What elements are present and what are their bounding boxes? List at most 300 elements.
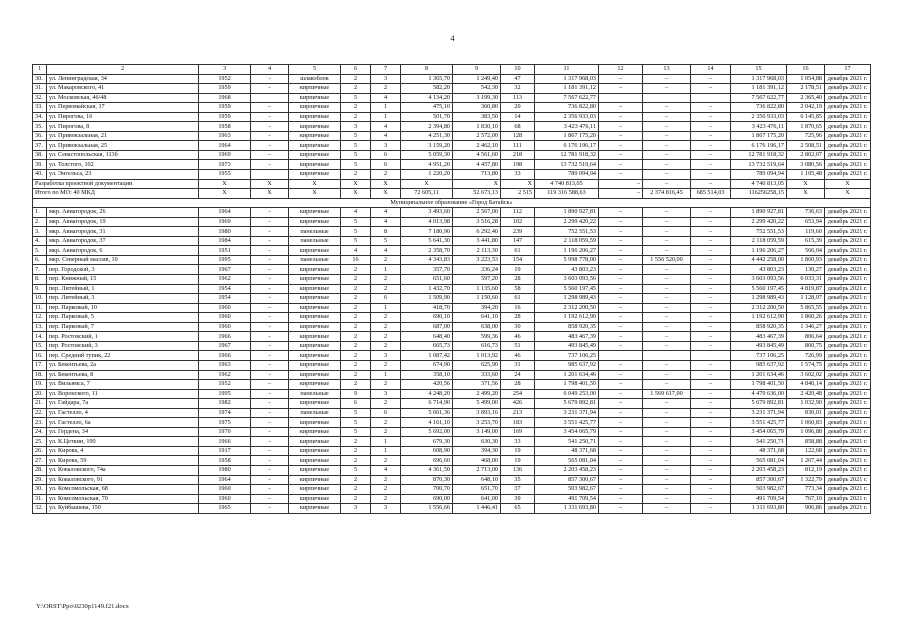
table-cell: ул. Коваловского, 91	[47, 475, 199, 485]
table-cell: ул. Комсомольская, 70	[47, 494, 199, 504]
table-cell: кирпичные	[289, 294, 341, 304]
table-cell: 2	[371, 418, 401, 428]
table-cell: -	[251, 322, 289, 332]
table-cell: 7.	[33, 265, 47, 275]
table-cell: 47	[501, 74, 535, 84]
table-cell: –	[251, 446, 289, 456]
table-cell: 8	[401, 65, 453, 75]
table-cell: кирпичные	[289, 380, 341, 390]
table-cell: 789 094,94	[535, 170, 599, 180]
table-cell: Разработка проектной документации	[33, 179, 199, 189]
table-cell: 690,00	[401, 494, 453, 504]
table-cell: декабрь 2021 г.	[825, 246, 871, 256]
table-cell: панельные	[289, 255, 341, 265]
table-cell: Х	[787, 189, 825, 199]
table-cell: Х	[371, 189, 401, 199]
table-cell: 14	[501, 112, 535, 122]
table-row	[33, 275, 871, 285]
table-row	[33, 437, 871, 447]
table-cell: декабрь 2021 г.	[825, 112, 871, 122]
table-cell: 2 356 933,03	[535, 112, 599, 122]
table-cell: 1 128,97	[787, 294, 825, 304]
table-cell: 3 149,00	[453, 427, 501, 437]
table-cell: 2	[341, 475, 371, 485]
table-cell: 2	[371, 427, 401, 437]
table-cell: 858 920,35	[535, 322, 599, 332]
total-row	[33, 189, 871, 199]
table-cell: 19.	[33, 380, 47, 390]
table-row	[33, 160, 871, 170]
table-cell: декабрь 2021 г.	[825, 294, 871, 304]
table-cell: 1 311 693,80	[535, 504, 599, 514]
table-cell: ул. Кирова, 59	[47, 456, 199, 466]
table-cell: 1969	[199, 150, 251, 160]
table-cell: 29.	[33, 475, 47, 485]
table-cell: –	[599, 150, 643, 160]
table-cell: 15.	[33, 341, 47, 351]
table-cell: панельные	[289, 389, 341, 399]
table-cell: декабрь 2021 г.	[825, 370, 871, 380]
table-cell: кирпичные	[289, 141, 341, 151]
table-cell: –	[643, 332, 691, 342]
table-row	[33, 332, 871, 342]
table-cell: 858 920,35	[731, 322, 787, 332]
table-cell: кирпичные	[289, 322, 341, 332]
table-cell: 8	[371, 227, 401, 237]
table-cell: 6 033,31	[787, 275, 825, 285]
table-cell: декабрь 2021 г.	[825, 170, 871, 180]
table-cell: 3 441,80	[453, 236, 501, 246]
table-cell: 360,80	[453, 103, 501, 113]
table-cell: 541 250,71	[535, 437, 599, 447]
table-cell: 5	[289, 65, 341, 75]
table-cell: –	[691, 456, 731, 466]
table-cell: –	[251, 494, 289, 504]
table-cell: 1958	[199, 122, 251, 132]
table-cell: -	[251, 485, 289, 495]
table-cell: 16	[501, 303, 535, 313]
table-cell: 3 080,56	[787, 160, 825, 170]
table-cell: 4	[371, 465, 401, 475]
table-cell: 737 106,25	[535, 351, 599, 361]
table-cell: –	[643, 236, 691, 246]
table-cell: -	[251, 236, 289, 246]
table-cell: 2	[371, 170, 401, 180]
table-cell: -	[251, 313, 289, 323]
table-cell: 2.	[33, 217, 47, 227]
table-cell: 1959	[199, 103, 251, 113]
table-cell: декабрь 2021 г.	[825, 275, 871, 285]
table-cell: –	[599, 360, 643, 370]
table-cell: 1 298 989,43	[731, 294, 787, 304]
table-cell: 3 603 093,56	[731, 275, 787, 285]
table-cell: –	[643, 399, 691, 409]
table-cell: декабрь 2021 г.	[825, 141, 871, 151]
table-cell: –	[599, 341, 643, 351]
table-cell: 65	[501, 504, 535, 514]
table-cell: 254	[501, 389, 535, 399]
table-cell: 1 192 612,90	[535, 313, 599, 323]
table-cell: 394,20	[453, 303, 501, 313]
table-row	[33, 370, 871, 380]
table-cell: декабрь 2021 г.	[825, 485, 871, 495]
table-cell: -	[251, 389, 289, 399]
table-row	[33, 217, 871, 227]
table-cell: 5	[341, 227, 371, 237]
table-cell: –	[691, 494, 731, 504]
table-cell: 1917	[199, 446, 251, 456]
table-cell: –	[599, 131, 643, 141]
table-cell: Х	[251, 179, 289, 189]
table-cell: –	[251, 418, 289, 428]
table-cell: 136	[501, 465, 535, 475]
table-cell: 46	[501, 332, 535, 342]
table-cell: 418,70	[401, 303, 453, 313]
table-cell: 420,56	[401, 380, 453, 390]
table-cell: 1 032,90	[787, 399, 825, 409]
table-cell: 641,10	[453, 313, 501, 323]
table-cell: декабрь 2021 г.	[825, 494, 871, 504]
table-cell: 5 692,00	[401, 427, 453, 437]
table-cell: 1995	[199, 255, 251, 265]
table-cell: 16	[341, 255, 371, 265]
table-cell: 32	[501, 84, 535, 94]
table-cell: 6 145,85	[787, 112, 825, 122]
table-cell: -	[251, 408, 289, 418]
table-cell: –	[599, 84, 643, 94]
table-cell: 119 316 588,63	[535, 189, 599, 199]
page-number: 4	[450, 34, 455, 43]
table-cell: 679,30	[401, 437, 453, 447]
table-cell: –	[643, 408, 691, 418]
table-cell: кирпичные	[289, 275, 341, 285]
table-cell: ул. Гердена, 34	[47, 427, 199, 437]
table-cell: –	[643, 437, 691, 447]
table-cell: –	[599, 74, 643, 84]
table-cell: кирпичные	[289, 170, 341, 180]
table-cell: 1 181 391,12	[731, 84, 787, 94]
table-cell: 4 361,50	[401, 465, 453, 475]
table-cell: 726,99	[787, 351, 825, 361]
table-cell: 1 317 968,03	[535, 74, 599, 84]
table-cell: –	[691, 303, 731, 313]
table-cell: 690,10	[401, 313, 453, 323]
table-cell: мкр. Авиагородок, 37	[47, 236, 199, 246]
table-cell: –	[691, 313, 731, 323]
table-cell: 5	[341, 93, 371, 103]
table-cell: Муниципальное образование «Город Батайск»	[33, 198, 871, 208]
table-cell: -	[251, 437, 289, 447]
table-cell: 5 641,30	[401, 236, 453, 246]
table-cell: 1967	[199, 265, 251, 275]
table-cell: 858,88	[787, 437, 825, 447]
table-row	[33, 170, 871, 180]
table-cell: 12	[599, 65, 643, 75]
table-cell: 2	[341, 437, 371, 447]
table-cell: 1958	[199, 456, 251, 466]
table-cell: 52 673,13	[453, 189, 501, 199]
table-row	[33, 351, 871, 361]
table-cell: 5 679 892,81	[731, 399, 787, 409]
table-cell: пер. Парковый, 7	[47, 322, 199, 332]
table-cell: –	[691, 74, 731, 84]
table-cell: –	[691, 322, 731, 332]
table-cell: –	[691, 370, 731, 380]
table-cell: -	[251, 122, 289, 132]
table-cell: 113	[501, 93, 535, 103]
table-cell: 641,00	[453, 494, 501, 504]
table-cell: 6.	[33, 255, 47, 265]
table-cell: –	[251, 303, 289, 313]
table-cell: 23.	[33, 418, 47, 428]
table-cell: –	[691, 255, 731, 265]
table-cell: 8.	[33, 275, 47, 285]
table-cell: –	[599, 284, 643, 294]
table-cell: пер. Парковый, 10	[47, 303, 199, 313]
table-cell: 1960	[199, 494, 251, 504]
table-cell: кирпичные	[289, 208, 341, 218]
table-cell: 2	[371, 275, 401, 285]
table-cell: –	[643, 341, 691, 351]
table-cell: Х	[289, 189, 341, 199]
table-cell: 1974	[199, 408, 251, 418]
table-cell: 12.	[33, 313, 47, 323]
table-cell: –	[599, 465, 643, 475]
table-cell: –	[643, 122, 691, 132]
table-cell: кирпичные	[289, 313, 341, 323]
table-cell: 1 830,10	[453, 122, 501, 132]
table-cell: 1 870,65	[787, 122, 825, 132]
table-cell: 630,30	[453, 437, 501, 447]
table-cell: 1952	[199, 380, 251, 390]
table-cell: –	[643, 265, 691, 275]
table-cell: –	[691, 341, 731, 351]
table-cell: декабрь 2021 г.	[825, 408, 871, 418]
table-cell: 1 860,93	[787, 255, 825, 265]
table-cell: декабрь 2021 г.	[825, 255, 871, 265]
table-cell: 542,30	[453, 84, 501, 94]
table-row	[33, 84, 871, 94]
table-cell: 198	[501, 160, 535, 170]
table-row	[33, 399, 871, 409]
table-cell: 2	[341, 170, 371, 180]
table-cell: 3	[371, 351, 401, 361]
table-cell: 2	[47, 65, 199, 75]
table-cell: 2	[371, 313, 401, 323]
table-cell: 61	[501, 246, 535, 256]
table-row	[33, 456, 871, 466]
table-cell: 565 081,04	[535, 456, 599, 466]
table-cell: 491 709,54	[731, 494, 787, 504]
table-cell: 5	[341, 418, 371, 428]
table-cell: 2	[341, 446, 371, 456]
table-cell	[599, 93, 643, 103]
table-cell: –	[599, 380, 643, 390]
table-cell: 616,73	[453, 341, 501, 351]
table-cell: 2 713,00	[453, 465, 501, 475]
table-cell: 736,63	[787, 208, 825, 218]
table-cell: 597,20	[453, 275, 501, 285]
table-cell: 4 248,20	[401, 389, 453, 399]
table-cell: 15	[731, 65, 787, 75]
table-cell: 651,60	[401, 275, 453, 285]
table-cell: -	[251, 504, 289, 514]
table-cell: 3 231 371,94	[535, 408, 599, 418]
table-cell: 1 087,42	[401, 351, 453, 361]
table-cell: 43 803,23	[535, 265, 599, 275]
table-cell: пер. Ростовский, 3	[47, 341, 199, 351]
table-cell: пер. Литейный, 3	[47, 294, 199, 304]
table-cell: 6 049 253,00	[535, 389, 599, 399]
table-cell: 651,70	[453, 485, 501, 495]
table-cell: 736 822,80	[731, 103, 787, 113]
table-cell: 5	[341, 427, 371, 437]
table-cell: 2 178,51	[787, 84, 825, 94]
table-cell: 2	[371, 485, 401, 495]
table-cell: 4 479 636,00	[731, 389, 787, 399]
table-cell: 1982	[199, 399, 251, 409]
table-cell: Х	[787, 179, 825, 189]
table-cell: 3 493,60	[401, 208, 453, 218]
table-cell: 1954	[199, 284, 251, 294]
table-cell: 1 196 206,27	[731, 246, 787, 256]
table-cell: 6	[341, 65, 371, 75]
table-cell: -	[251, 284, 289, 294]
table-cell: –	[599, 427, 643, 437]
table-cell: 17.	[33, 360, 47, 370]
table-cell: -	[251, 74, 289, 84]
table-cell: –	[251, 103, 289, 113]
table-cell: -	[251, 399, 289, 409]
header-row	[33, 65, 871, 75]
table-row	[33, 380, 871, 390]
table-cell: 1964	[199, 141, 251, 151]
table-cell: декабрь 2021 г.	[825, 265, 871, 275]
table-cell: –	[691, 446, 731, 456]
table-cell	[251, 93, 289, 103]
table-cell: 493 845,49	[535, 341, 599, 351]
table-cell: декабрь 2021 г.	[825, 418, 871, 428]
table-cell: 3 603 093,56	[535, 275, 599, 285]
table-cell: 2 113,30	[453, 246, 501, 256]
table-cell: –	[643, 131, 691, 141]
table-cell: –	[599, 170, 643, 180]
table-cell: 1952	[199, 74, 251, 84]
table-cell: кирпичные	[289, 465, 341, 475]
table-cell: 4 013,98	[401, 217, 453, 227]
table-cell: 767,10	[787, 494, 825, 504]
table-cell: –	[599, 179, 643, 189]
total-row	[33, 179, 871, 189]
table-cell: 130,27	[787, 265, 825, 275]
table-cell	[251, 170, 289, 180]
table-cell: –	[643, 112, 691, 122]
table-cell: 1973	[199, 160, 251, 170]
table-cell: 2	[341, 74, 371, 84]
table-cell: 2 358,70	[401, 246, 453, 256]
table-cell: 2 462,10	[453, 141, 501, 151]
table-cell: –	[691, 332, 731, 342]
table-cell: 27.	[33, 456, 47, 466]
table-cell: –	[691, 246, 731, 256]
table-cell: 736 822,80	[535, 103, 599, 113]
table-cell: -	[251, 255, 289, 265]
table-cell: пер. Городской, 3	[47, 265, 199, 275]
table-cell: 599,36	[453, 332, 501, 342]
table-cell: 1995	[199, 389, 251, 399]
table-cell: 51	[501, 341, 535, 351]
table-cell: 28	[501, 313, 535, 323]
table-cell: 28.	[33, 465, 47, 475]
table-cell: 5	[341, 408, 371, 418]
table-cell: –	[691, 141, 731, 151]
table-cell: 32.	[33, 93, 47, 103]
table-cell: кирпичные	[289, 456, 341, 466]
table-cell: кирпичные	[289, 427, 341, 437]
table-cell: –	[599, 265, 643, 275]
table-cell: Х	[825, 189, 871, 199]
table-cell: 6	[371, 150, 401, 160]
table-cell: 72 605,11	[401, 189, 453, 199]
table-cell: 1	[371, 265, 401, 275]
table-cell: декабрь 2021 г.	[825, 399, 871, 409]
table-cell: 2 499,20	[453, 389, 501, 399]
table-cell: 2 508,51	[787, 141, 825, 151]
table-cell: 6 714,90	[401, 399, 453, 409]
table-cell: декабрь 2021 г.	[825, 341, 871, 351]
table-row	[33, 246, 871, 256]
table-cell: панельные	[289, 227, 341, 237]
table-cell: 4 251,30	[401, 131, 453, 141]
table-cell: 5	[341, 131, 371, 141]
table-cell: –	[643, 465, 691, 475]
table-cell: 2	[341, 456, 371, 466]
table-cell: 1967	[199, 341, 251, 351]
table-row	[33, 131, 871, 141]
table-cell: 2	[341, 112, 371, 122]
table-cell: –	[691, 504, 731, 514]
table-cell: 2	[371, 456, 401, 466]
table-cell: 1960	[199, 313, 251, 323]
table-cell	[643, 351, 691, 361]
table-cell: –	[599, 322, 643, 332]
table-row	[33, 475, 871, 485]
table-cell: –	[691, 84, 731, 94]
table-cell: –	[643, 303, 691, 313]
table-cell: кирпичные	[289, 370, 341, 380]
table-cell: 7 180,90	[401, 227, 453, 237]
table-cell: –	[599, 141, 643, 151]
table-cell: пер. Ростовский, 1	[47, 332, 199, 342]
table-cell: ул. Вильямса, 7	[47, 380, 199, 390]
table-cell: 2	[371, 84, 401, 94]
table-cell: 1960	[199, 303, 251, 313]
table-cell: –	[643, 246, 691, 256]
table-cell: 3 253,70	[453, 418, 501, 428]
table-cell: 2 312 200,50	[731, 303, 787, 313]
table-cell: ул. Пирогова, 8	[47, 122, 199, 132]
table-cell: 1959	[199, 112, 251, 122]
table-cell: 12 781 918,32	[731, 150, 787, 160]
table-cell: кирпичные	[289, 84, 341, 94]
table-cell: 1960	[199, 322, 251, 332]
table-cell: 6	[371, 294, 401, 304]
table-cell: –	[599, 246, 643, 256]
table-cell: -	[251, 246, 289, 256]
table-cell: 1964	[199, 208, 251, 218]
table-cell: 4 840,14	[787, 380, 825, 390]
table-cell: 61	[501, 294, 535, 304]
